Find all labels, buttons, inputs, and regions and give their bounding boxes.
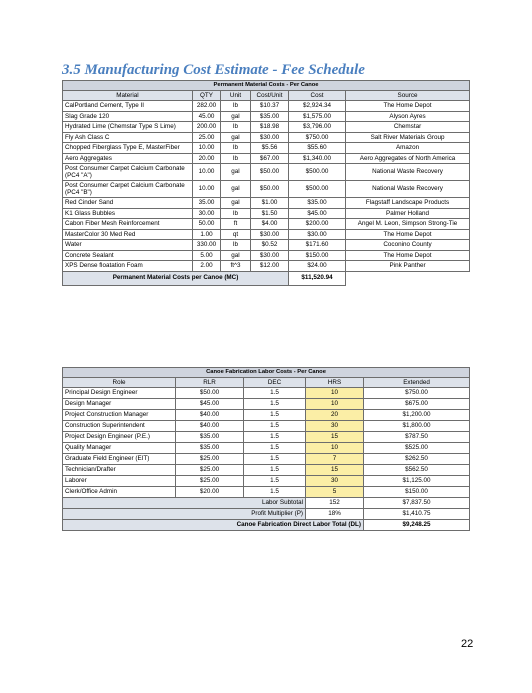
- table-row: [63, 101, 470, 112]
- table-row: [63, 399, 470, 410]
- cost-cell: $45.00: [289, 208, 346, 219]
- qty-cell: 45.00: [193, 111, 221, 122]
- dec-cell: 1.5: [244, 421, 306, 432]
- table-row: [63, 132, 470, 143]
- labor-subtotal-row-value: $7,837.50: [364, 498, 470, 509]
- extended-cell: $1,200.00: [364, 410, 470, 421]
- unit-cell: lb: [221, 122, 251, 133]
- source-cell: Pink Panther: [346, 261, 470, 272]
- table-row: [63, 111, 470, 122]
- qty-cell: 10.00: [193, 143, 221, 154]
- hrs-cell: 5: [306, 487, 364, 498]
- dec-cell: 1.5: [244, 476, 306, 487]
- col-header-cost: Cost: [289, 91, 346, 101]
- dec-cell: 1.5: [244, 432, 306, 443]
- table-row: [63, 432, 470, 443]
- unit-cell: gal: [221, 198, 251, 209]
- material-cell: Fly Ash Class C: [63, 132, 193, 143]
- extended-cell: $562.50: [364, 465, 470, 476]
- col-header-material: Material: [63, 91, 193, 101]
- profit-multiplier-row-label: Profit Multiplier (P): [63, 509, 306, 520]
- cost-unit-cell: $5.56: [251, 143, 289, 154]
- rlr-cell: $40.00: [176, 421, 244, 432]
- table-row: [63, 250, 470, 261]
- cost-cell: $500.00: [289, 181, 346, 198]
- source-cell: Alyson Ayres: [346, 111, 470, 122]
- material-cell: Cabon Fiber Mesh Reinforcement: [63, 219, 193, 230]
- extended-cell: $1,800.00: [364, 421, 470, 432]
- cost-cell: $1,575.00: [289, 111, 346, 122]
- source-cell: The Home Depot: [346, 101, 470, 112]
- material-cell: Slag Grade 120: [63, 111, 193, 122]
- labor-total-row-value: $9,248.25: [364, 520, 470, 531]
- rlr-cell: $50.00: [176, 388, 244, 399]
- material-cell: Red Cinder Sand: [63, 198, 193, 209]
- extended-cell: $525.00: [364, 443, 470, 454]
- hrs-cell: 30: [306, 421, 364, 432]
- source-cell: National Waste Recovery: [346, 164, 470, 181]
- material-cell: CalPortland Cement, Type II: [63, 101, 193, 112]
- labor-subtotal-row-label: Labor Subtotal: [63, 498, 306, 509]
- profit-multiplier-row-middle: 18%: [306, 509, 364, 520]
- unit-cell: lb: [221, 240, 251, 251]
- source-cell: The Home Depot: [346, 250, 470, 261]
- table-row: [63, 153, 470, 164]
- table-row: [63, 465, 470, 476]
- table-row: [63, 454, 470, 465]
- table-row: [63, 261, 470, 272]
- rlr-cell: $25.00: [176, 465, 244, 476]
- material-cell: XPS Dense floatation Foam: [63, 261, 193, 272]
- dec-cell: 1.5: [244, 454, 306, 465]
- page-number: 22: [461, 638, 474, 650]
- cost-unit-cell: $30.00: [251, 250, 289, 261]
- cost-unit-cell: $67.00: [251, 153, 289, 164]
- hrs-cell: 7: [306, 454, 364, 465]
- table-row: [63, 421, 470, 432]
- source-cell: Angel M. Leon, Simpson Strong-Tie: [346, 219, 470, 230]
- rlr-cell: $25.00: [176, 476, 244, 487]
- cost-unit-cell: $30.00: [251, 132, 289, 143]
- hrs-cell: 10: [306, 388, 364, 399]
- unit-cell: gal: [221, 250, 251, 261]
- role-cell: Project Design Engineer (P.E.): [63, 432, 176, 443]
- qty-cell: 282.00: [193, 101, 221, 112]
- table-row: [63, 198, 470, 209]
- source-cell: The Home Depot: [346, 229, 470, 240]
- dec-cell: 1.5: [244, 399, 306, 410]
- dec-cell: 1.5: [244, 465, 306, 476]
- cost-unit-cell: $4.00: [251, 219, 289, 230]
- cost-cell: $1,340.00: [289, 153, 346, 164]
- table-row: [63, 388, 470, 399]
- cost-cell: $2,924.34: [289, 101, 346, 112]
- material-cell: Aero Aggregates: [63, 153, 193, 164]
- cost-cell: $200.00: [289, 219, 346, 230]
- cost-cell: $750.00: [289, 132, 346, 143]
- col-header-extended: Extended: [364, 378, 470, 388]
- material-cell: K1 Glass Bubbles: [63, 208, 193, 219]
- dec-cell: 1.5: [244, 388, 306, 399]
- cost-cell: $500.00: [289, 164, 346, 181]
- material-total-label: Permanent Material Costs per Canoe (MC): [63, 271, 289, 285]
- unit-cell: qt: [221, 229, 251, 240]
- col-header-cost-unit: Cost/Unit: [251, 91, 289, 101]
- profit-multiplier-row: [63, 509, 470, 520]
- col-header-dec: DEC: [244, 378, 306, 388]
- cost-unit-cell: $10.37: [251, 101, 289, 112]
- table-row: [63, 443, 470, 454]
- unit-cell: lb: [221, 143, 251, 154]
- unit-cell: lb: [221, 101, 251, 112]
- role-cell: Laborer: [63, 476, 176, 487]
- hrs-cell: 10: [306, 443, 364, 454]
- extended-cell: $750.00: [364, 388, 470, 399]
- material-total-blank: [346, 271, 470, 285]
- hrs-cell: 30: [306, 476, 364, 487]
- cost-unit-cell: $1.50: [251, 208, 289, 219]
- qty-cell: 25.00: [193, 132, 221, 143]
- cost-cell: $24.00: [289, 261, 346, 272]
- table-row: [63, 219, 470, 230]
- qty-cell: 2.00: [193, 261, 221, 272]
- table-row: [63, 487, 470, 498]
- cost-unit-cell: $50.00: [251, 164, 289, 181]
- material-cell: Water: [63, 240, 193, 251]
- cost-cell: $3,796.00: [289, 122, 346, 133]
- extended-cell: $787.50: [364, 432, 470, 443]
- material-cell: Post Consumer Carpet Calcium Carbonate (PC4 "A"): [63, 164, 193, 181]
- labor-subtotal-row-middle: 152: [306, 498, 364, 509]
- role-cell: Clerk/Office Admin: [63, 487, 176, 498]
- qty-cell: 35.00: [193, 198, 221, 209]
- cost-unit-cell: $50.00: [251, 181, 289, 198]
- extended-cell: $1,125.00: [364, 476, 470, 487]
- role-cell: Quality Manager: [63, 443, 176, 454]
- qty-cell: 10.00: [193, 164, 221, 181]
- material-cell: Hydrated Lime (Chemstar Type S Lime): [63, 122, 193, 133]
- cost-unit-cell: $0.52: [251, 240, 289, 251]
- hrs-cell: 15: [306, 465, 364, 476]
- cost-cell: $55.60: [289, 143, 346, 154]
- col-header-role: Role: [63, 378, 176, 388]
- material-cell: Chopped Fiberglass Type E, MasterFiber: [63, 143, 193, 154]
- role-cell: Principal Design Engineer: [63, 388, 176, 399]
- role-cell: Project Construction Manager: [63, 410, 176, 421]
- page-title: 3.5 Manufacturing Cost Estimate - Fee Schedule: [62, 62, 365, 78]
- table-row: [63, 240, 470, 251]
- source-cell: Coconino County: [346, 240, 470, 251]
- material-table-title: Permanent Material Costs - Per Canoe: [63, 81, 470, 91]
- source-cell: Amazon: [346, 143, 470, 154]
- unit-cell: gal: [221, 111, 251, 122]
- table-row: [63, 181, 470, 198]
- labor-table-title: Canoe Fabrication Labor Costs - Per Canoe: [63, 368, 470, 378]
- material-cell: MasterColor 30 Med Red: [63, 229, 193, 240]
- qty-cell: 30.00: [193, 208, 221, 219]
- profit-multiplier-row-value: $1,410.75: [364, 509, 470, 520]
- role-cell: Design Manager: [63, 399, 176, 410]
- cost-unit-cell: $1.00: [251, 198, 289, 209]
- qty-cell: 200.00: [193, 122, 221, 133]
- unit-cell: gal: [221, 132, 251, 143]
- material-cell: Concrete Sealant: [63, 250, 193, 261]
- qty-cell: 10.00: [193, 181, 221, 198]
- labor-subtotal-row: [63, 498, 470, 509]
- extended-cell: $675.00: [364, 399, 470, 410]
- labor-total-row: [63, 520, 470, 531]
- col-header-qty: QTY: [193, 91, 221, 101]
- table-row: [63, 410, 470, 421]
- qty-cell: 330.00: [193, 240, 221, 251]
- table-row: [63, 143, 470, 154]
- hrs-cell: 15: [306, 432, 364, 443]
- unit-cell: lb: [221, 208, 251, 219]
- qty-cell: 1.00: [193, 229, 221, 240]
- rlr-cell: $20.00: [176, 487, 244, 498]
- source-cell: National Waste Recovery: [346, 181, 470, 198]
- rlr-cell: $35.00: [176, 443, 244, 454]
- col-header-rlr: RLR: [176, 378, 244, 388]
- extended-cell: $150.00: [364, 487, 470, 498]
- col-header-hrs: HRS: [306, 378, 364, 388]
- cost-unit-cell: $30.00: [251, 229, 289, 240]
- labor-costs-table: [62, 367, 470, 531]
- material-total-value: $11,520.94: [289, 271, 346, 285]
- table-row: [63, 476, 470, 487]
- unit-cell: gal: [221, 164, 251, 181]
- col-header-unit: Unit: [221, 91, 251, 101]
- dec-cell: 1.5: [244, 487, 306, 498]
- rlr-cell: $45.00: [176, 399, 244, 410]
- source-cell: Flagstaff Landscape Products: [346, 198, 470, 209]
- source-cell: Salt River Materials Group: [346, 132, 470, 143]
- table-row: [63, 229, 470, 240]
- cost-cell: $171.60: [289, 240, 346, 251]
- hrs-cell: 20: [306, 410, 364, 421]
- dec-cell: 1.5: [244, 443, 306, 454]
- rlr-cell: $35.00: [176, 432, 244, 443]
- qty-cell: 5.00: [193, 250, 221, 261]
- source-cell: Palmer Holland: [346, 208, 470, 219]
- material-total-row: [63, 271, 470, 285]
- cost-unit-cell: $18.98: [251, 122, 289, 133]
- extended-cell: $262.50: [364, 454, 470, 465]
- unit-cell: ft^3: [221, 261, 251, 272]
- qty-cell: 20.00: [193, 153, 221, 164]
- role-cell: Construction Superintendent: [63, 421, 176, 432]
- source-cell: Chemstar: [346, 122, 470, 133]
- cost-unit-cell: $35.00: [251, 111, 289, 122]
- table-row: [63, 122, 470, 133]
- material-cell: Post Consumer Carpet Calcium Carbonate (PC4 "B"): [63, 181, 193, 198]
- rlr-cell: $25.00: [176, 454, 244, 465]
- source-cell: Aero Aggregates of North America: [346, 153, 470, 164]
- unit-cell: gal: [221, 181, 251, 198]
- unit-cell: ft: [221, 219, 251, 230]
- col-header-source: Source: [346, 91, 470, 101]
- hrs-cell: 10: [306, 399, 364, 410]
- cost-cell: $30.00: [289, 229, 346, 240]
- material-costs-table: [62, 80, 470, 286]
- role-cell: Technician/Drafter: [63, 465, 176, 476]
- role-cell: Graduate Field Engineer (EIT): [63, 454, 176, 465]
- rlr-cell: $40.00: [176, 410, 244, 421]
- cost-cell: $150.00: [289, 250, 346, 261]
- table-row: [63, 164, 470, 181]
- qty-cell: 50.00: [193, 219, 221, 230]
- cost-unit-cell: $12.00: [251, 261, 289, 272]
- dec-cell: 1.5: [244, 410, 306, 421]
- cost-cell: $35.00: [289, 198, 346, 209]
- labor-total-row-label: Canoe Fabrication Direct Labor Total (DL): [63, 520, 364, 531]
- table-row: [63, 208, 470, 219]
- unit-cell: lb: [221, 153, 251, 164]
